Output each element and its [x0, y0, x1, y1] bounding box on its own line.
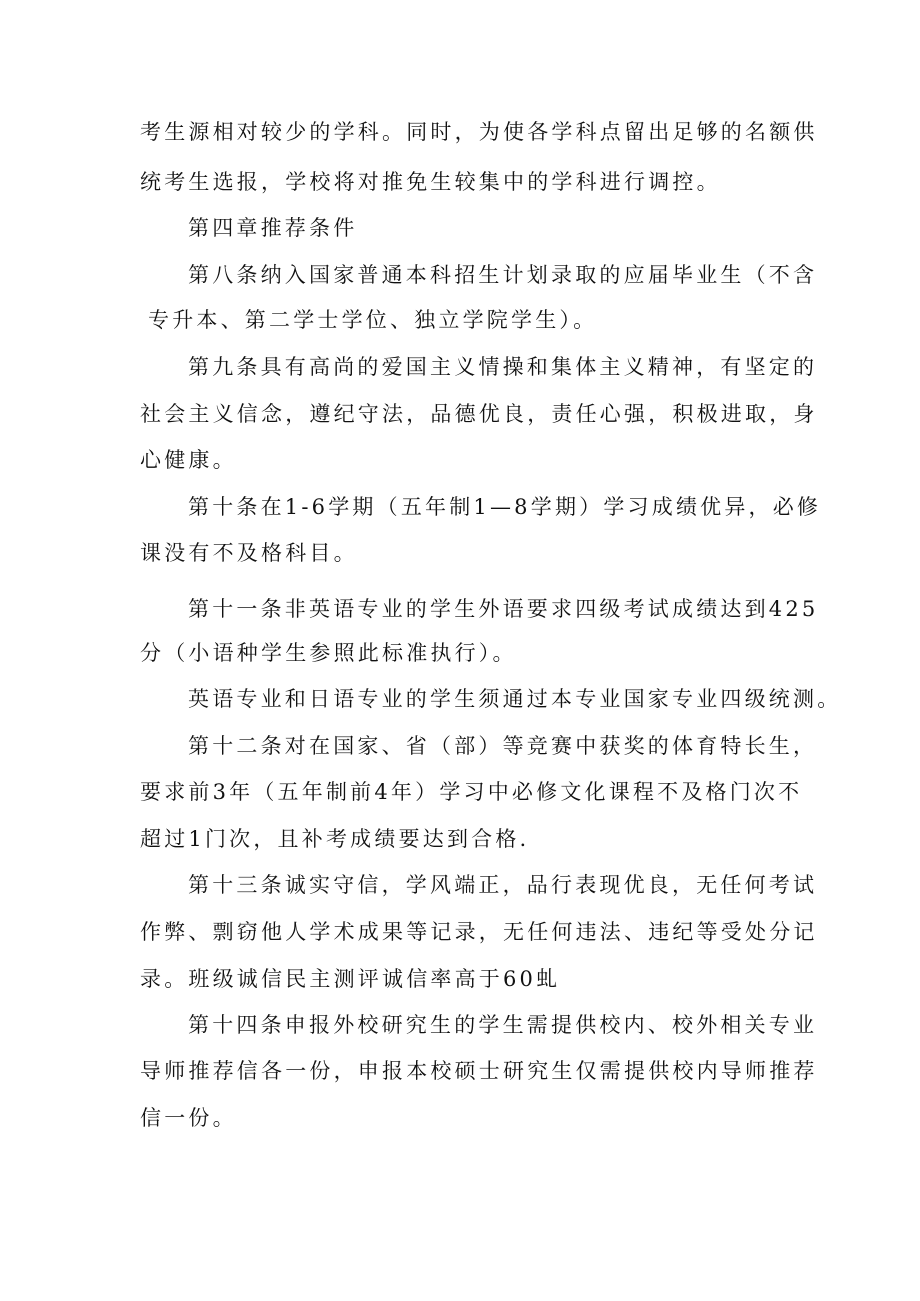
- chapter-heading: 第四章推荐条件: [188, 216, 358, 240]
- article-11-line: 第十一条非英语专业的学生外语要求四级考试成绩达到425: [188, 597, 819, 621]
- article-14-line: 导师推荐信各一份，申报本校硕士研究生仅需提供校内导师推荐: [140, 1059, 818, 1083]
- article-11-line: 英语专业和日语专业的学生须通过本专业国家专业四级统测。: [188, 687, 842, 711]
- article-12-line: 超过1门次，且补考成绩要达到合格.: [140, 827, 530, 851]
- paragraph-line: 统考生选报，学校将对推免生较集中的学科进行调控。: [140, 170, 721, 194]
- article-14-line: 第十四条申报外校研究生的学生需提供校内、校外相关专业: [188, 1013, 818, 1037]
- article-13-line: 第十三条诚实守信，学风端正，品行表现优良，无任何考试: [188, 873, 818, 897]
- article-14-line: 信一份。: [140, 1106, 237, 1130]
- paragraph-line: 考生源相对较少的学科。同时，为使各学科点留出足够的名额供: [140, 120, 818, 144]
- article-12-line: 要求前3年（五年制前4年）学习中必修文化课程不及格门次不: [140, 780, 803, 804]
- article-10-line: 第十条在1-6学期（五年制1—8学期）学习成绩优异，必修: [188, 495, 822, 519]
- article-8-line: 第八条纳入国家普通本科招生计划录取的应届毕业生（不含: [188, 263, 818, 287]
- article-8-line: 专升本、第二学士学位、独立学院学生）。: [148, 308, 598, 332]
- article-13-line: 录。班级诚信民主测评诚信率高于60虬: [140, 967, 561, 991]
- article-13-line: 作弊、剽窃他人学术成果等记录，无任何违法、违纪等受处分记: [140, 920, 818, 944]
- article-9-line: 社会主义信念，遵纪守法，品德优良，责任心强，积极进取，身: [140, 402, 818, 426]
- article-9-line: 心健康。: [140, 448, 237, 472]
- article-10-line: 课没有不及格科目。: [140, 541, 358, 565]
- article-11-line: 分（小语种学生参照此标准执行）。: [140, 641, 517, 665]
- article-12-line: 第十二条对在国家、省（部）等竞赛中获奖的体育特长生，: [188, 734, 818, 758]
- article-9-line: 第九条具有高尚的爱国主义情操和集体主义精神，有坚定的: [188, 355, 818, 379]
